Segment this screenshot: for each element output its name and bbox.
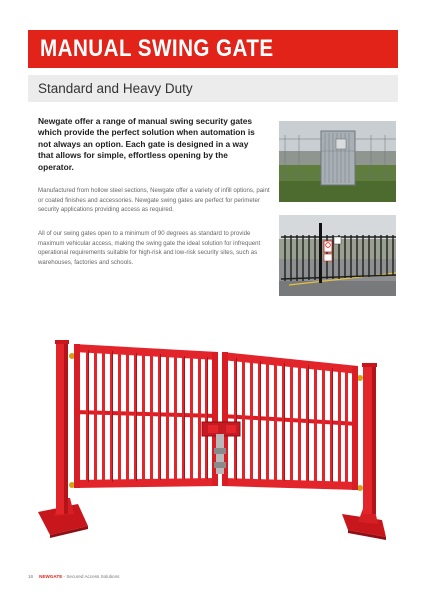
photo-black-gate xyxy=(279,215,396,296)
gate-illustration xyxy=(30,330,400,545)
title-banner xyxy=(28,30,398,68)
page-number: 16 xyxy=(28,574,34,579)
body-paragraph-1: Manufactured from hollow steel sections, Newgate offer a variety of infill options, paint or coated finishes and accessories. Newgate swing gates are perfect for perimeter security applications providing access as required. xyxy=(38,187,270,214)
subtitle-band xyxy=(28,75,398,102)
intro-paragraph: Newgate offer a range of manual swing security gates which provide the perfect solution when automation is not always an option. Each gate is designed in a way that allows for simple, effortless opening by the operator. xyxy=(38,116,255,172)
footer xyxy=(28,574,119,579)
page-title: MANUAL SWING GATE xyxy=(40,35,274,62)
page-subtitle: Standard and Heavy Duty xyxy=(38,81,193,96)
body-paragraph-2: All of our swing gates open to a minimum of 90 degrees as standard to provide maximum vehicular access, making the swing gate the ideal solution for infrequent operational requirements suitable for high-risk and low-risk security sites, such as warehouses, factories and schools. xyxy=(38,230,261,266)
footer-brand: NEWGATE xyxy=(39,574,63,579)
footer-tagline: - Secured Access Solutions xyxy=(62,574,120,579)
photo-galvanised-gate xyxy=(279,121,396,202)
